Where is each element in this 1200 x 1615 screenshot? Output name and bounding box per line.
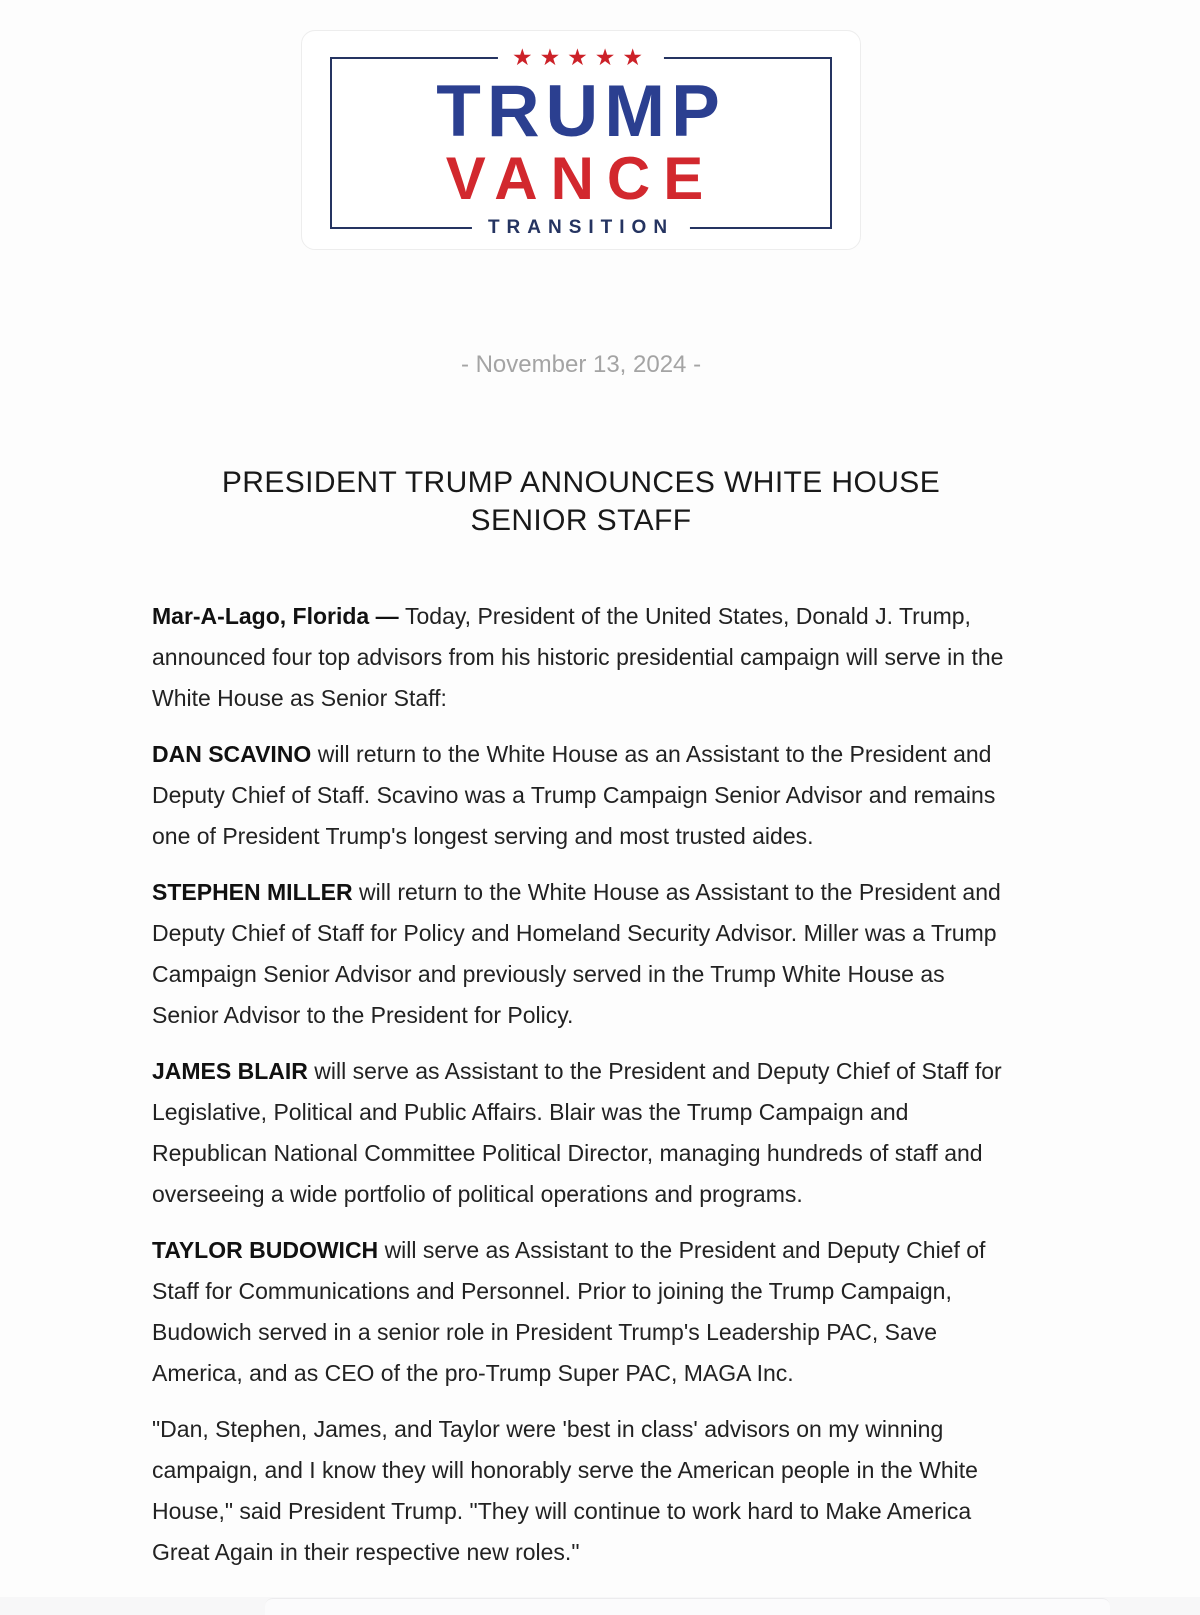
paragraph-text: "Dan, Stephen, James, and Taylor were 'best in class' advisors on my winning campaign, and I know they will honorably serve the American people in the White House," said President Trump. "They will continue to work hard to Make America Great Again in their respective new roles." [152, 1416, 978, 1565]
bottom-divider [0, 1597, 1200, 1615]
paragraph-text: will return to the White House as an Assistant to the President and Deputy Chief of Staff. Scavino was a Trump Campaign Senior Advisor and remains one of President Trump's longest serving and most trusted aides. [152, 741, 996, 849]
trump-vance-logo [301, 30, 861, 250]
paragraph-stephen-miller [152, 872, 1010, 1036]
logo-border-frame [330, 44, 832, 238]
bottom-divider-inner [265, 1598, 1110, 1615]
five-stars-icon: ★★★★★ [498, 43, 664, 71]
paragraph-lead: Mar-A-Lago, Florida — [152, 603, 405, 629]
content-column [152, 0, 1010, 1588]
paragraph-taylor-budowich [152, 1230, 1010, 1394]
paragraph-dateline [152, 596, 1010, 719]
headline: PRESIDENT TRUMP ANNOUNCES WHITE HOUSE SENIOR STAFF [221, 466, 941, 537]
logo-transition-label: TRANSITION [472, 216, 690, 240]
paragraph-dan-scavino [152, 734, 1010, 857]
date-line: - November 13, 2024 - [460, 351, 702, 378]
paragraph-trump-quote [152, 1409, 1010, 1573]
paragraph-lead: STEPHEN MILLER [152, 879, 360, 905]
logo-vance-wordmark: VANCE [445, 145, 717, 212]
logo-trump-wordmark: TRUMP [436, 71, 726, 152]
paragraph-lead: JAMES BLAIR [152, 1058, 315, 1084]
paragraph-text: will return to the White House as Assistant to the President and Deputy Chief of Staff for Policy and Homeland Security Advisor. Miller was a Trump Campaign Senior Advisor and previously served in the Trump White House as Senior Advisor to the President for Policy. [152, 879, 1001, 1028]
paragraph-lead: DAN SCAVINO [152, 741, 318, 767]
press-release-body [152, 596, 1010, 1573]
paragraph-text: Today, President of the United States, Donald J. Trump, announced four top advisors from his historic presidential campaign will serve in the White House as Senior Staff: [152, 603, 1004, 711]
paragraph-text: will serve as Assistant to the President and Deputy Chief of Staff for Legislative, Political and Public Affairs. Blair was the Trump Campaign and Republican National Committee Political Director, managing hundreds of staff and overseeing a wide portfolio of political operations and programs. [152, 1058, 1002, 1207]
paragraph-lead: TAYLOR BUDOWICH [152, 1237, 385, 1263]
paragraph-text: will serve as Assistant to the President and Deputy Chief of Staff for Communications and Personnel. Prior to joining the Trump Campaign, Budowich served in a senior role in President Trump's Leadership PAC, Save America, and as CEO of the pro-Trump Super PAC, MAGA Inc. [152, 1237, 986, 1386]
paragraph-james-blair [152, 1051, 1010, 1215]
